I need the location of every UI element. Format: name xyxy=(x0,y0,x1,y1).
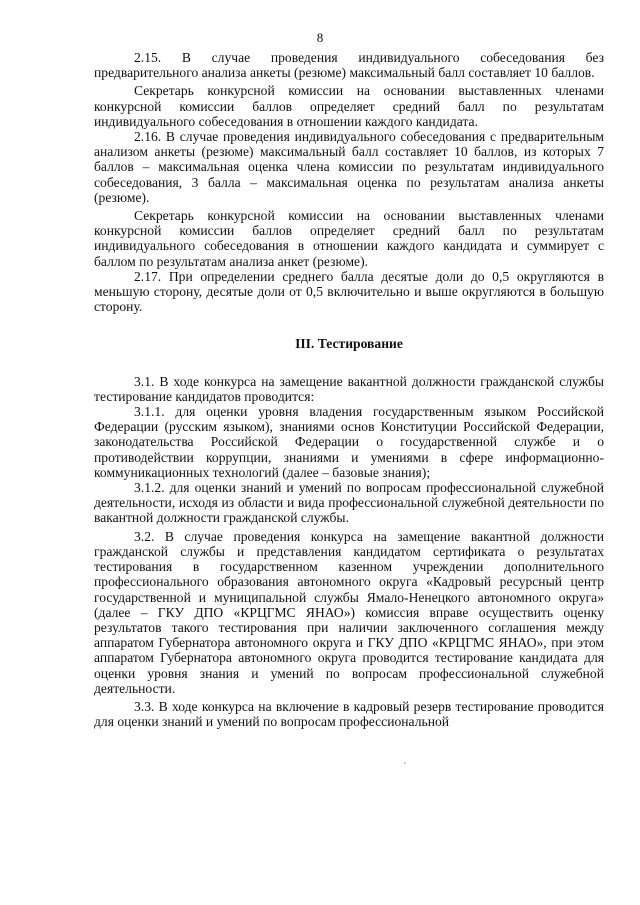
paragraph-3-1: 3.1. В ходе конкурса на замещение вакантной должности гражданской службы тестирование кандидатов проводится: xyxy=(94,373,604,404)
paragraph-2-17: 2.17. При определении среднего балла десятые доли до 0,5 округляются в меньшую сторону, десятые доли от 0,5 включительно и выше округляются в большую сторону. xyxy=(94,268,604,315)
paragraph-3-2: 3.2. В случае проведения конкурса на замещение вакантной должности гражданской службы и представления кандидатом сертификата о результатах тестирования в государственном казенном учреждении дополнительного профессионального образования автономного округа «Кадровый ресурсный центр государственной и муниципальной службы Ямало-Ненецкого автономного округа» (далее – ГКУ ДПО «КРЦГМС ЯНАО») комиссия вправе осуществить оценку результатов такого тестирования при наличии заключенного соглашения между аппаратом Губернатора автономного округа и ГКУ ДПО «КРЦГМС ЯНАО», при этом аппаратом Губернатора автономного округа проводится тестирование кандидата для оценки уровня знания и умений по вопросам профессиональной служебной деятельности. xyxy=(94,528,604,696)
section-title: III. Тестирование xyxy=(295,336,403,352)
paragraph-2-15: 2.15. В случае проведения индивидуального собеседования без предварительного анализа анкеты (резюме) максимальный балл составляет 10 баллов. xyxy=(94,50,604,81)
document-body xyxy=(94,50,604,729)
paragraph-3-3: 3.3. В ходе конкурса на включение в кадровый резерв тестирование проводится для оценки знаний и умений по вопросам профессиональной xyxy=(94,698,604,730)
paragraph-secretary-2: Секретарь конкурсной комиссии на основании выставленных членами конкурсной комиссии баллов определяет средний балл по результатам индивидуального собеседования в отношении каждого кандидата и суммирует с баллом по результатам анализа анкет (резюме). xyxy=(94,208,604,269)
paragraph-3-1-1: 3.1.1. для оценки уровня владения государственным языком Российской Федерации (русским языком), знаниями основ Конституции Российской Федерации, законодательства Российской Федерации о государственной службе и о противодействии коррупции, знаниями и умениями в сфере информационно-коммуникационных технологий (далее – базовые знания); xyxy=(94,404,604,480)
paragraph-3-1-2: 3.1.2. для оценки знаний и умений по вопросам профессиональной служебной деятельности, исходя из области и вида профессиональной служебной деятельности по вакантной должности гражданской службы. xyxy=(94,480,604,526)
page-number: 8 xyxy=(316,30,324,45)
scan-speck xyxy=(404,762,406,764)
paragraph-2-16: 2.16. В случае проведения индивидуального собеседования с предварительным анализом анкеты (резюме) максимальный балл составляет 10 баллов, из которых 7 баллов – максимальная оценка члена комиссии по результатам индивидуального собеседования, 3 балла – максимальная оценка по результатам анализа анкеты (резюме). xyxy=(94,129,604,205)
paragraph-secretary-1: Секретарь конкурсной комиссии на основании выставленных членами конкурсной комиссии баллов определяет средний балл по результатам индивидуального собеседования в отношении каждого кандидата. xyxy=(94,83,604,129)
